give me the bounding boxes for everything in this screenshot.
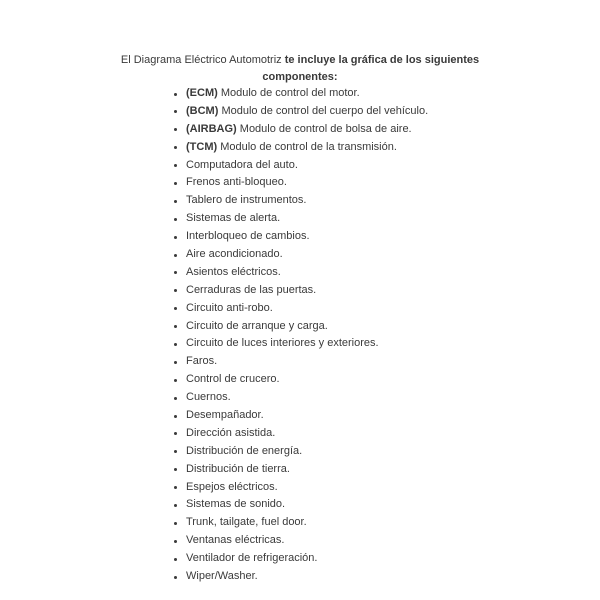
intro-plain-text: El Diagrama Eléctrico Automotriz [120,54,282,66]
component-description: Asientos eléctricos. [186,265,281,278]
component-description: Distribución de energía. [186,444,303,457]
component-abbreviation: (ECM) [186,87,218,99]
component-description: Sistemas de alerta. [186,212,281,225]
component-description: Espejos eléctricos. [186,480,278,493]
component-list-item [186,210,428,228]
component-description: Cuernos. [186,391,231,404]
component-list-item [186,407,428,425]
component-abbreviation: (TCM) [186,140,218,153]
component-list-item [186,139,428,157]
component-description: Ventanas eléctricas. [186,534,285,547]
component-description: Control de crucero. [186,373,280,386]
component-description: Tablero de instrumentos. [186,194,307,207]
component-description: Wiper/Washer. [186,570,258,583]
component-description: Ventilador de refrigeración. [186,552,318,565]
component-description: Modulo de control de la transmisión. [220,140,397,153]
component-description: Aire acondicionado. [186,248,283,261]
component-description: Circuito de luces interiores y exteriores. [186,337,379,350]
component-list-item [186,532,428,550]
component-description: Circuito de arranque y carga. [186,319,328,332]
component-list-item [186,192,428,210]
component-description: Interbloqueo de cambios. [186,230,310,243]
component-list-item [186,335,428,353]
component-description: Sistemas de sonido. [186,498,286,511]
component-list-item [186,568,428,586]
component-abbreviation: (AIRBAG) [186,122,237,135]
component-list-item [186,514,428,532]
component-list-item [186,300,428,318]
component-list-item [186,246,428,264]
component-description: Trunk, tailgate, fuel door. [186,516,307,529]
component-description: Computadora del auto. [186,158,298,171]
component-abbreviation: (BCM) [186,104,219,117]
components-list [186,85,428,586]
component-description: Circuito anti-robo. [186,301,273,314]
component-description: Faros. [186,355,218,368]
component-list-item [186,174,428,192]
component-list-item [186,389,428,407]
component-list-item [186,264,428,282]
component-list-item [186,425,428,443]
component-list-item [186,121,428,139]
component-description: Cerraduras de las puertas. [186,283,317,296]
component-description: Modulo de control del cuerpo del vehículo. [221,104,429,117]
intro-paragraph [120,52,480,86]
component-description: Frenos anti-bloqueo. [186,176,287,189]
component-list-item [186,371,428,389]
component-list-item [186,228,428,246]
component-list-item [186,461,428,479]
intro-bold-text: te incluye la gráfica de los siguientes componentes: [262,54,480,83]
component-list-item [186,550,428,568]
component-description: Distribución de tierra. [186,462,290,475]
component-list-item [186,85,428,103]
component-description: Modulo de control de bolsa de aire. [239,122,412,135]
component-list-item [186,103,428,121]
component-list-item [186,157,428,175]
component-list-item [186,282,428,300]
component-description: Dirección asistida. [186,426,276,439]
component-list-item [186,496,428,514]
component-list-item [186,318,428,336]
component-description: Desempañador. [186,409,264,422]
component-list-item [186,479,428,497]
component-description: Modulo de control del motor. [220,87,360,99]
component-list-item [186,353,428,371]
component-list-item [186,443,428,461]
